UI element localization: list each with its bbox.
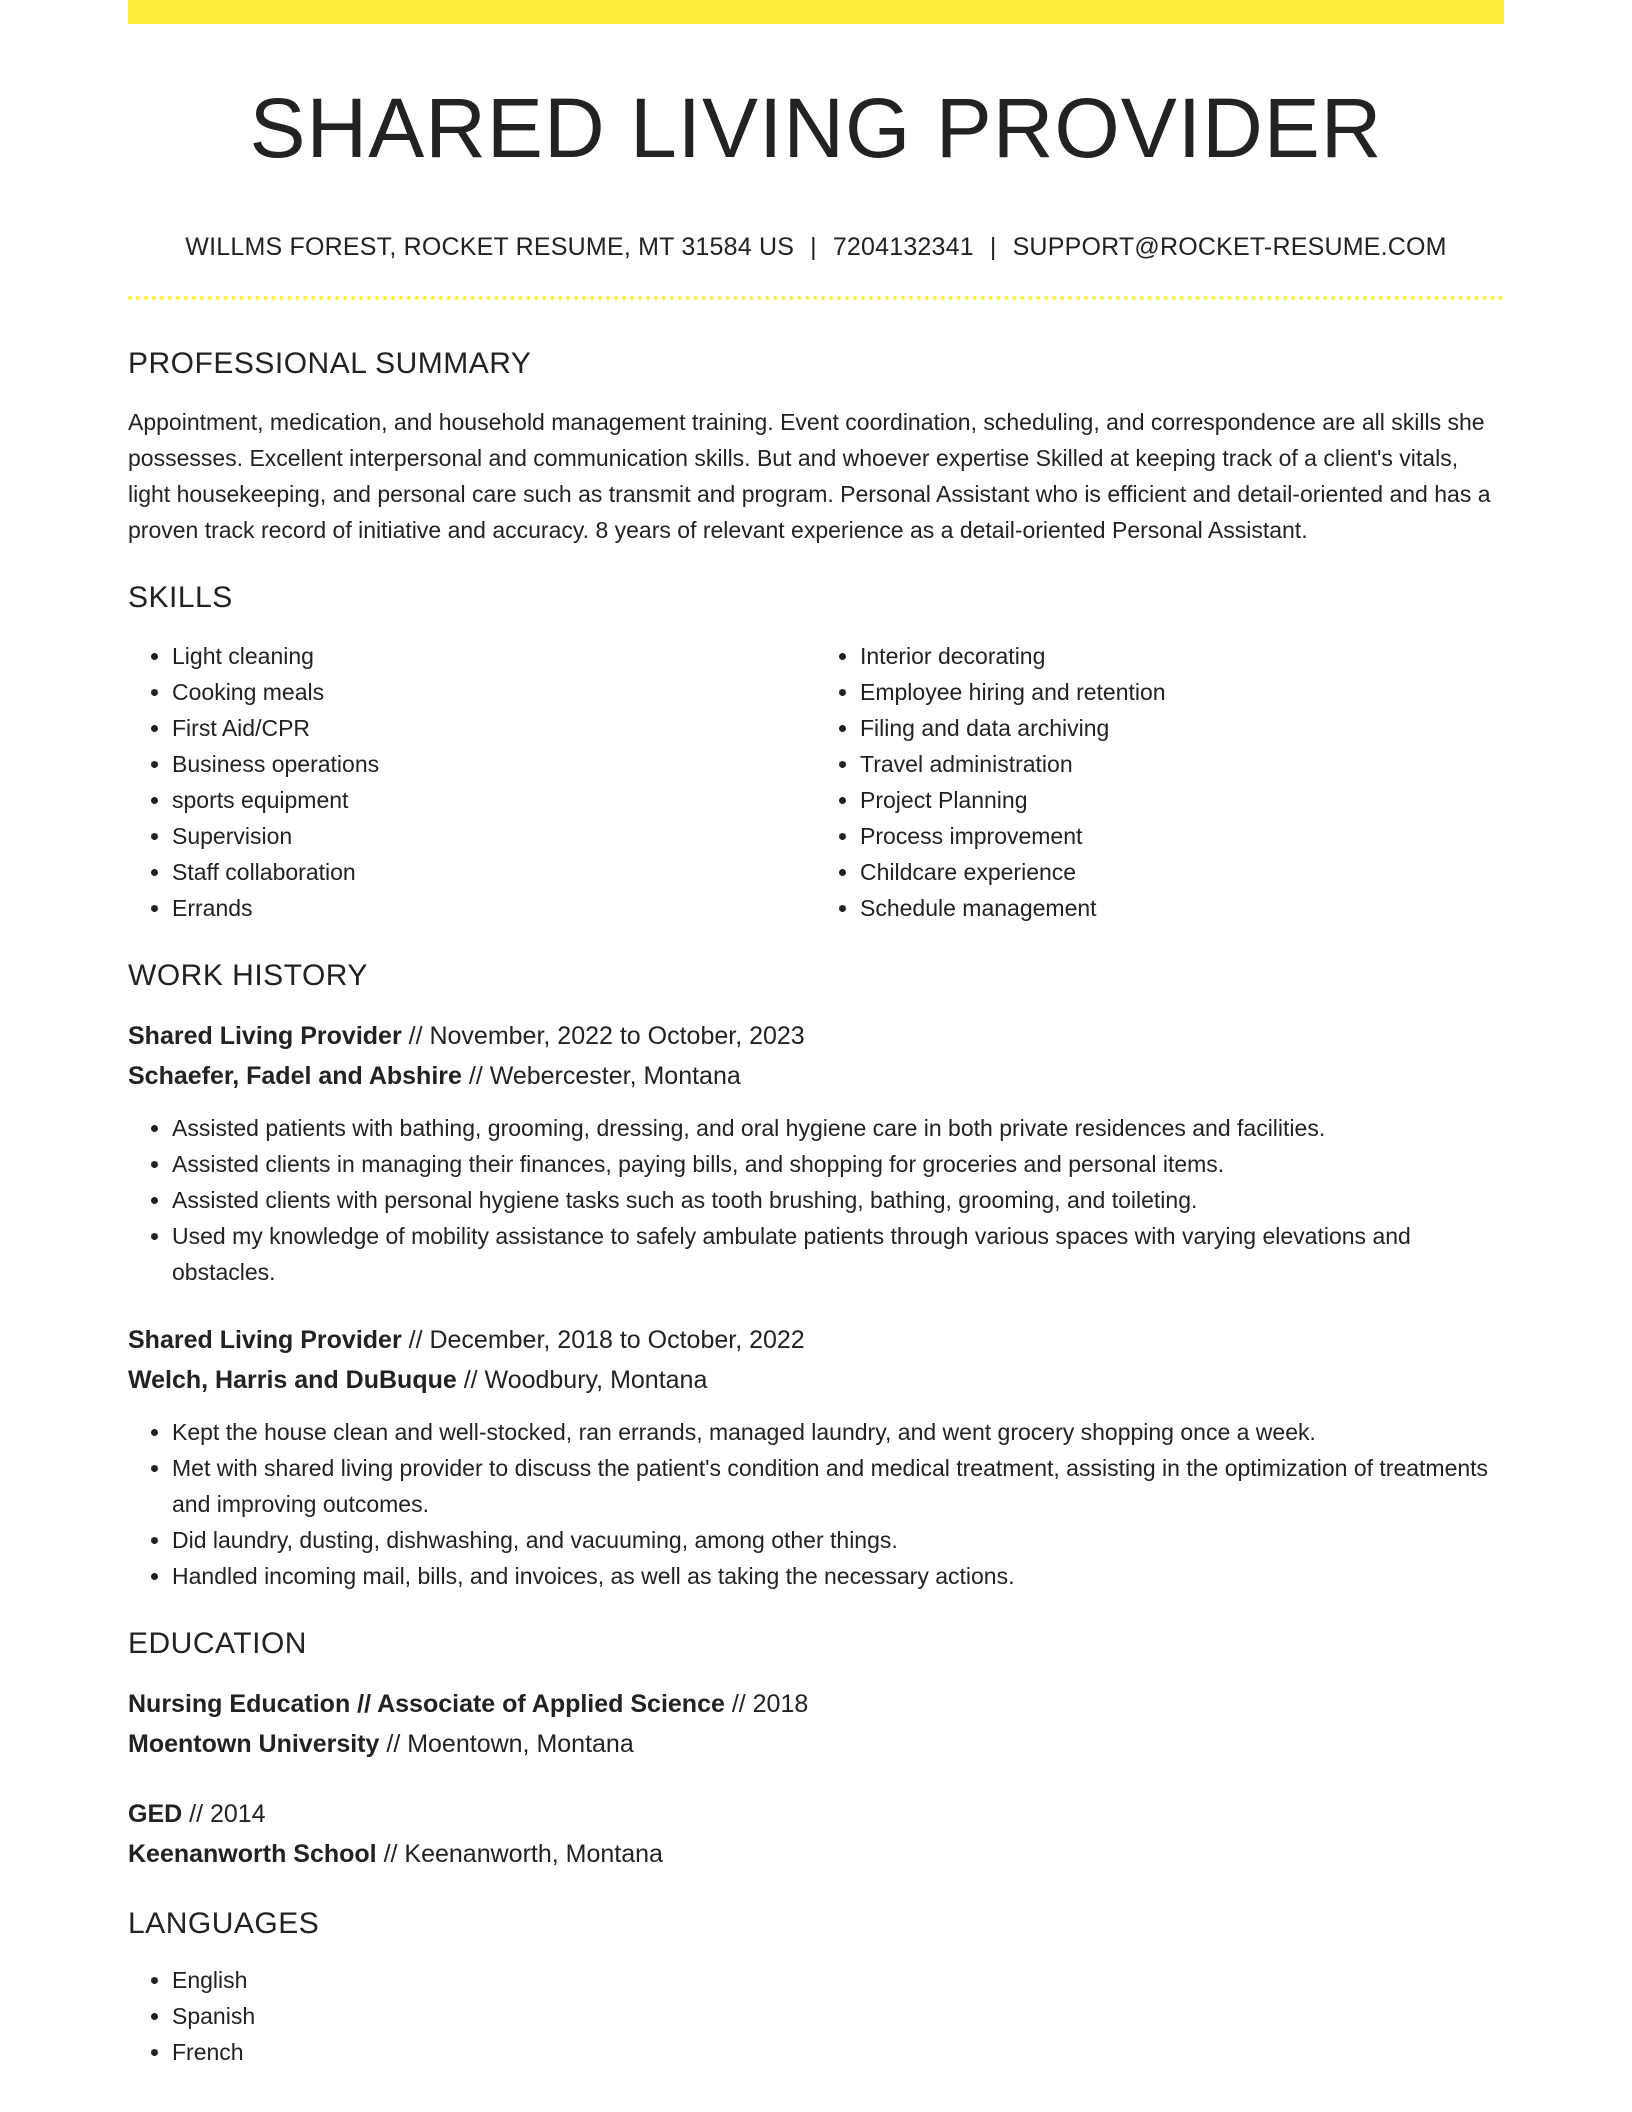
language-item: • English	[172, 1962, 1504, 1998]
skill-item: • Supervision	[172, 818, 816, 854]
skill-item: • Staff collaboration	[172, 854, 816, 890]
education-location: // Moentown, Montana	[379, 1730, 634, 1758]
skill-item: • Schedule management	[860, 890, 1504, 926]
skill-item: • Employee hiring and retention	[860, 674, 1504, 710]
education-year: // 2014	[182, 1800, 266, 1828]
contact-separator: |	[810, 233, 817, 261]
skills-columns	[128, 638, 1504, 926]
job-position: Shared Living Provider	[128, 1022, 402, 1050]
contact-email: SUPPORT@ROCKET-RESUME.COM	[1012, 233, 1447, 261]
skill-item: • Childcare experience	[860, 854, 1504, 890]
dotted-divider	[128, 296, 1504, 300]
contact-separator: |	[989, 233, 997, 261]
job-bullet: • Assisted clients in managing their finances, paying bills, and shopping for groceries and personal items.	[172, 1146, 1504, 1182]
job-location: // Woodbury, Montana	[456, 1366, 708, 1394]
skill-item: • Business operations	[172, 746, 816, 782]
job-bullet: • Kept the house clean and well-stocked, ran errands, managed laundry, and went grocery shopping once a week.	[172, 1414, 1504, 1450]
skill-item: • Light cleaning	[172, 638, 816, 674]
job-position: Shared Living Provider	[128, 1326, 402, 1354]
skill-item: • Interior decorating	[860, 638, 1504, 674]
job-bullets	[128, 1414, 1504, 1594]
contact-line	[128, 232, 1504, 262]
top-accent-bar	[128, 0, 1504, 24]
education-location: // Keenanworth, Montana	[376, 1840, 663, 1868]
language-item: • Spanish	[172, 1998, 1504, 2034]
resume-page	[128, 0, 1504, 2070]
education-school-line	[128, 1834, 1504, 1874]
job-company-line	[128, 1056, 1504, 1096]
education-school: Keenanworth School	[128, 1840, 377, 1868]
summary-heading: PROFESSIONAL SUMMARY	[128, 347, 532, 380]
education-degree: GED	[128, 1800, 183, 1828]
job-dates: // December, 2018 to October, 2022	[401, 1326, 805, 1354]
job-dates: // November, 2022 to October, 2023	[401, 1022, 805, 1050]
job-company-line	[128, 1360, 1504, 1400]
skill-item: • Filing and data archiving	[860, 710, 1504, 746]
job-title-line	[128, 1016, 1504, 1056]
job-bullet: • Used my knowledge of mobility assistance to safely ambulate patients through various spaces with varying elevations and obstacles.	[172, 1218, 1504, 1290]
job-bullet: • Handled incoming mail, bills, and invoices, as well as taking the necessary actions.	[172, 1558, 1504, 1594]
languages-list	[128, 1962, 1504, 2070]
education-degree-line	[128, 1794, 1504, 1834]
education-school: Moentown University	[128, 1730, 380, 1758]
education-heading: EDUCATION	[128, 1627, 307, 1660]
job-bullets	[128, 1110, 1504, 1290]
skill-item: • Travel administration	[860, 746, 1504, 782]
skills-list-left	[128, 638, 816, 926]
languages-heading: LANGUAGES	[128, 1907, 320, 1940]
education-school-line	[128, 1724, 1504, 1764]
skill-item: • sports equipment	[172, 782, 816, 818]
skill-item: • Process improvement	[860, 818, 1504, 854]
skill-item: • First Aid/CPR	[172, 710, 816, 746]
skill-item: • Project Planning	[860, 782, 1504, 818]
language-item: • French	[172, 2034, 1504, 2070]
job-company: Welch, Harris and DuBuque	[128, 1366, 457, 1394]
education-degree: Nursing Education // Associate of Applied Science	[128, 1690, 725, 1718]
job-bullet: • Assisted patients with bathing, grooming, dressing, and oral hygiene care in both private residences and facilities.	[172, 1110, 1504, 1146]
skill-item: • Cooking meals	[172, 674, 816, 710]
contact-phone: 7204132341	[832, 233, 974, 261]
job-bullet: • Met with shared living provider to discuss the patient's condition and medical treatment, assisting in the optimization of treatments and improving outcomes.	[172, 1450, 1504, 1522]
job-company: Schaefer, Fadel and Abshire	[128, 1062, 462, 1090]
job-title-line	[128, 1320, 1504, 1360]
education-degree-line	[128, 1684, 1504, 1724]
job-location: // Webercester, Montana	[461, 1062, 741, 1090]
candidate-name: SHARED LIVING PROVIDER	[249, 81, 1383, 175]
job-bullet: • Assisted clients with personal hygiene tasks such as tooth brushing, bathing, grooming, and toileting.	[172, 1182, 1504, 1218]
job-bullet: • Did laundry, dusting, dishwashing, and vacuuming, among other things.	[172, 1522, 1504, 1558]
skills-list-right	[816, 638, 1504, 926]
work-history-heading: WORK HISTORY	[128, 959, 368, 992]
summary-text: Appointment, medication, and household management training. Event coordination, scheduling, and correspondence are all skills she possesses. Excellent interpersonal and communication skills. But and whoever expertise Skilled at keeping track of a client's vitals, light housekeeping, and personal care such as transmit and program. Personal Assistant who is efficient and detail-oriented and has a proven track record of initiative and accuracy. 8 years of relevant experience as a detail-oriented Personal Assistant.	[128, 409, 1491, 543]
skill-item: • Errands	[172, 890, 816, 926]
skills-heading: SKILLS	[128, 581, 233, 614]
contact-address: WILLMS FOREST, ROCKET RESUME, MT 31584 US	[185, 233, 795, 261]
education-year: // 2018	[724, 1690, 809, 1718]
